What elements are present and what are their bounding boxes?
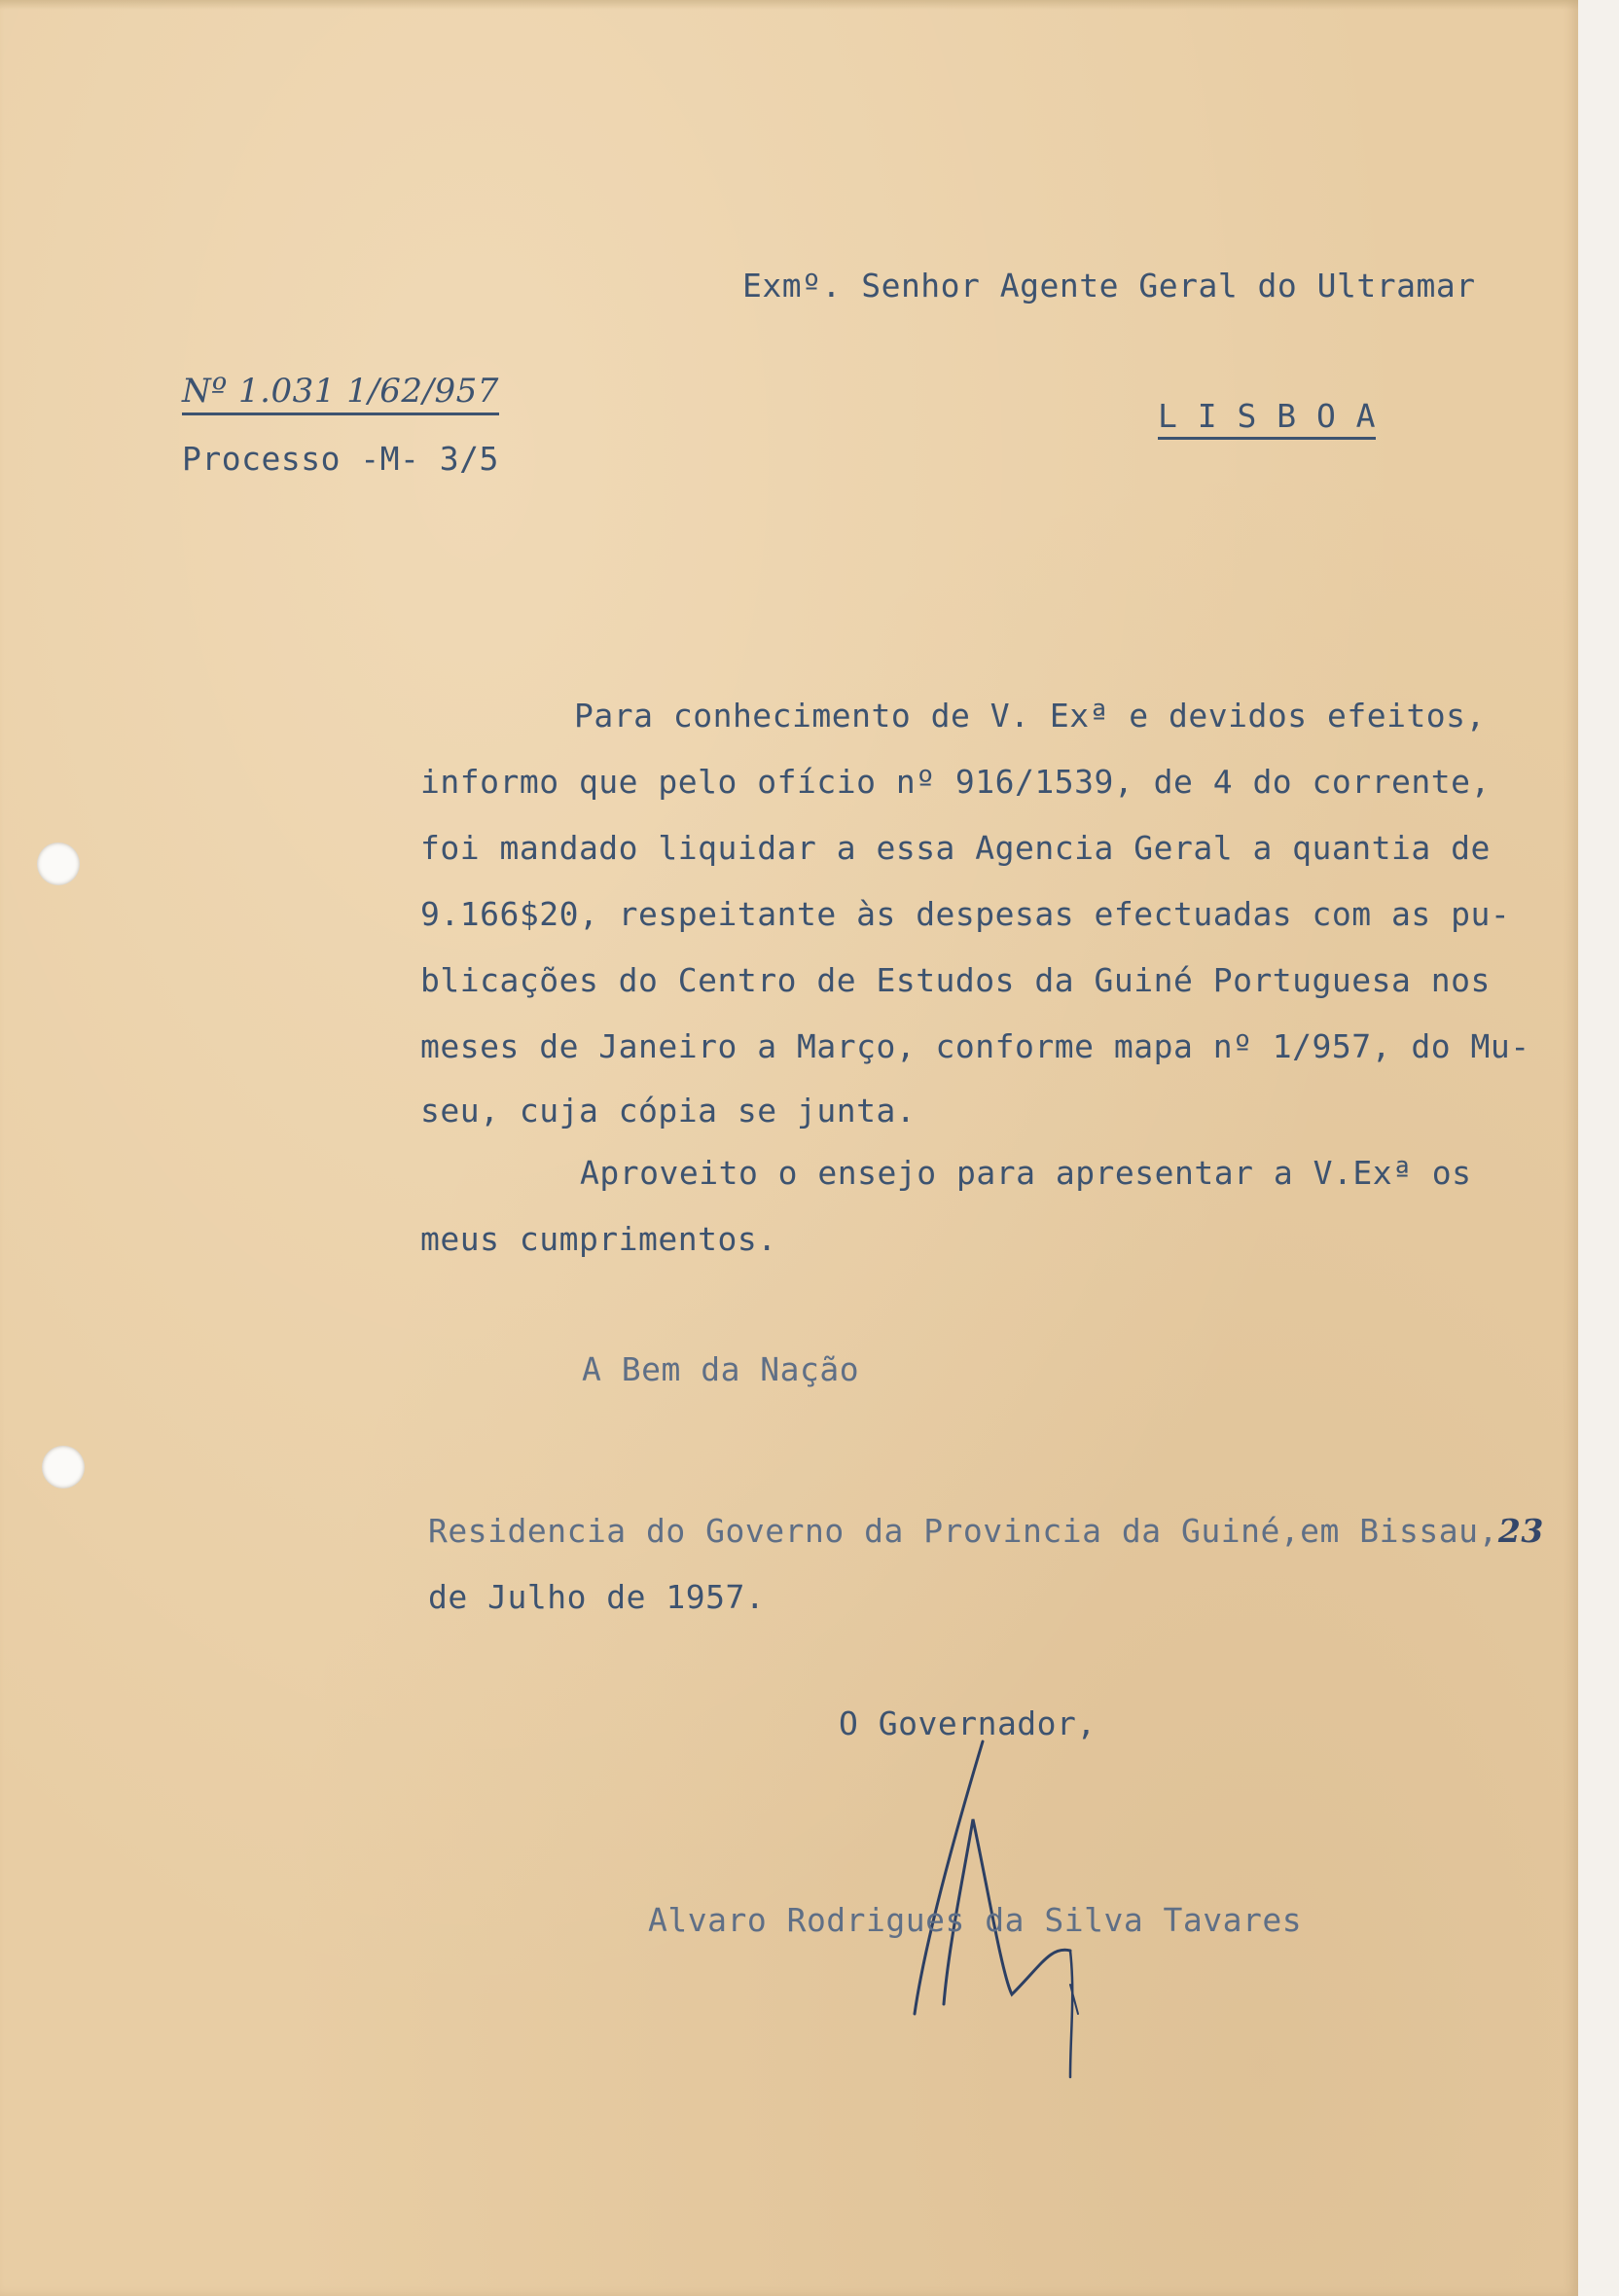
addressee-line: Exmº. Senhor Agente Geral do Ultramar [742, 267, 1476, 305]
signatory-name: Alvaro Rodrigues da Silva Tavares [648, 1901, 1303, 1939]
body-line-4: 9.166$20, respeitante às despesas efectuadas com as pu- [420, 895, 1511, 933]
body-line-7: seu, cuja cópia se junta. [420, 1092, 917, 1130]
body-line-6: meses de Janeiro a Março, conforme mapa nº 1/957, do Mu- [420, 1027, 1530, 1065]
punch-hole-bottom [42, 1446, 85, 1489]
scan-background-strip [1578, 0, 1619, 2296]
place-date-line-1 [428, 1512, 1544, 1550]
body-line-9: meus cumprimentos. [420, 1220, 777, 1258]
destination-city: L I S B O A [1158, 397, 1376, 440]
body-line-8: Aproveito o ensejo para apresentar a V.Exª os [580, 1154, 1472, 1192]
signatory-title: O Governador, [839, 1704, 1097, 1742]
punch-hole-top [37, 843, 80, 885]
place-date-line-2: de Julho de 1957. [428, 1578, 766, 1616]
handwritten-day: 23 [1497, 1512, 1544, 1550]
body-line-3: foi mandado liquidar a essa Agencia Geral a quantia de [420, 829, 1491, 867]
place-date-text: Residencia do Governo da Provincia da Guiné,em Bissau, [428, 1512, 1498, 1550]
reference-number: Nº 1.031 1/62/957 [182, 372, 499, 415]
body-line-5: blicações do Centro de Estudos da Guiné Portuguesa nos [420, 961, 1491, 999]
paper-top-edge [0, 0, 1578, 10]
body-line-1: Para conhecimento de V. Exª e devidos efeitos, [574, 697, 1486, 735]
process-number: Processo -M- 3/5 [182, 440, 499, 478]
salutation: A Bem da Nação [582, 1350, 860, 1388]
body-line-2: informo que pelo ofício nº 916/1539, de 4 do corrente, [420, 763, 1491, 801]
